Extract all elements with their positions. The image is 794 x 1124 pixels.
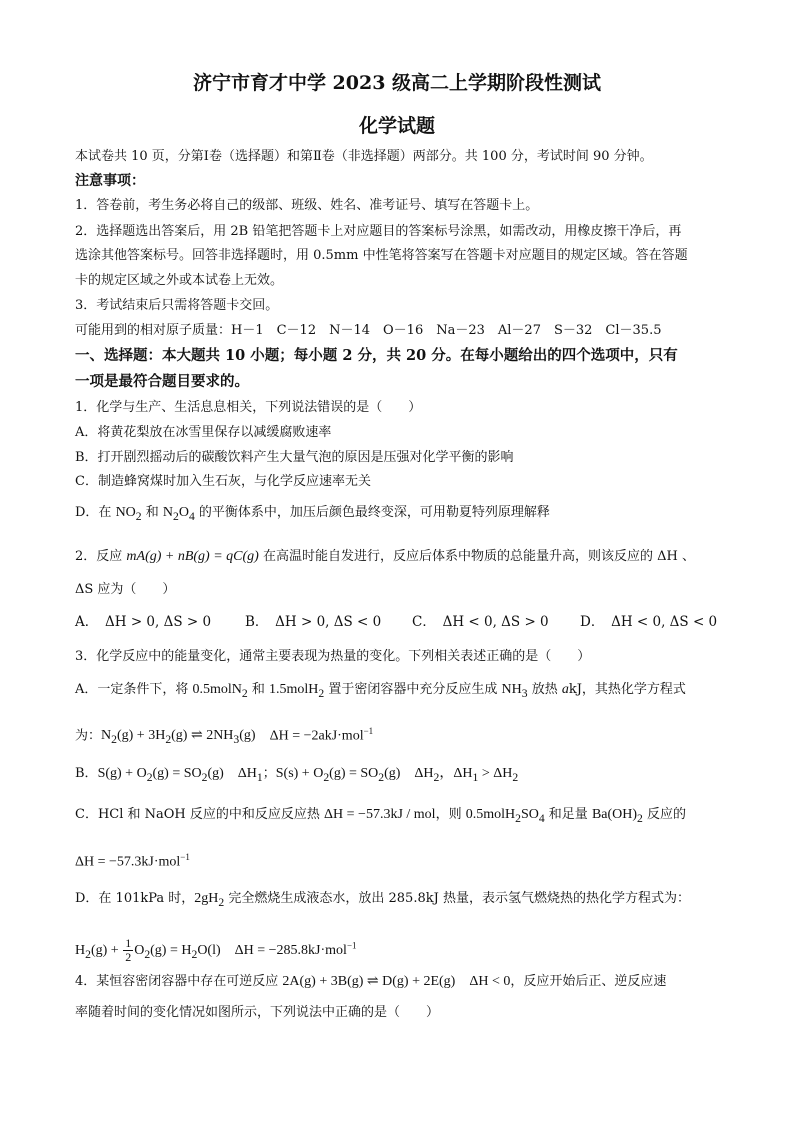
q2-suffix: 在高温时能自发进行，反应后体系中物质的总能量升高，则该反应的 ΔH 、 — [258, 549, 695, 564]
q4-equation: 2A(g) + 3B(g) ⇌ D(g) + 2E(g) ΔH < 0 — [282, 974, 511, 989]
q2-equation: mA(g) + nB(g) = qC(g) — [126, 549, 259, 564]
note-3: 3．考试结束后只需将答题卡交回。 — [75, 298, 279, 313]
q3-c-mid: ，则 — [435, 807, 466, 822]
hydrogen-mass: $2gH_2$ — [194, 891, 225, 909]
q2-option-b: B． ΔH > 0, ΔS < 0 — [245, 614, 382, 630]
atomic-masses: 可能用到的相对原子质量：H－1 C－12 N－14 O－16 Na－23 Al－27 S－32 Cl－35.5 — [75, 323, 662, 338]
q3-c-dh-2: ΔH = −57.3kJ·mol — [75, 854, 181, 870]
section-heading-line-1: 一、选择题：本大题共 10 小题；每小题 2 分，共 20 分。在每小题给出的四个选项中，只有 — [75, 347, 678, 364]
q3-b-compare: ，$\Delta H_1 > \Delta H_2$ — [439, 766, 519, 784]
q3-a-prefix: A．一定条件下，将 — [75, 682, 193, 697]
q1-stem: 1．化学与生产、生活息息相关，下列说法错误的是（ ） — [75, 400, 422, 415]
page-subtitle: 化学试题 — [358, 115, 435, 137]
q3-option-d-equation — [75, 930, 357, 969]
ammonia-synthesis-equation: $N_2(g) + 3H_2(g)$ ⇌ $2NH_3(g)$ — [101, 728, 270, 747]
note-2-line-1: 2．选择题选出答案后，用 2B 铅笔把答题卡上对应题目的答案标号涂黑，如需改动，用橡皮擦干净后，再 — [75, 224, 682, 239]
q3-option-c — [75, 806, 686, 828]
half-fraction: $\frac{1}{2}$ — [125, 935, 132, 964]
q3-a-post: 放热 — [527, 682, 562, 697]
heat-variable: a — [561, 682, 569, 697]
q3-option-b — [75, 765, 518, 787]
q2-stem — [75, 548, 695, 566]
q1-d-mid: 和 — [141, 505, 163, 520]
section-heading-line-2: 一项是最符合题目要求的。 — [75, 373, 249, 390]
q3-a-mid2: 置于密闭容器中充分反应生成 — [324, 682, 502, 697]
q1-option-b: B．打开剧烈摇动后的碳酸饮料产生大量气泡的原因是压强对化学平衡的影响 — [75, 450, 514, 465]
q3-stem: 3．化学反应中的能量变化，通常主要表现为热量的变化。下列相关表述正确的是（ ） — [75, 649, 591, 664]
hydrogen-combustion-equation: $H_2(g)$ + $\frac{1}{2}$ $O_2(g) = H_2O(l)$ ΔH = −285.8kJ·mol$^{-1}$ — [75, 935, 357, 964]
barium-hydroxide-formula: $Ba(OH)_2$ — [591, 807, 643, 825]
n2o4-formula: $N_2O_4$ — [162, 505, 195, 523]
q2-option-c: C． ΔH < 0, ΔS > 0 — [412, 614, 549, 630]
q3-b-eq1: $S(g) + O_2(g) = SO_2(g)$ $\Delta H_1$ — [97, 766, 263, 784]
q2-option-a: A． ΔH > 0, ΔS > 0 — [75, 614, 212, 630]
q3-d-post: 完全燃烧生成液态水，放出 285.8kJ 热量，表示氢气燃烧热的热化学方程式为： — [224, 891, 690, 906]
q3-a-dh: ΔH = −2akJ·mol — [269, 728, 364, 744]
q2-option-d: D． ΔH < 0, ΔS < 0 — [580, 614, 718, 630]
no2-formula: $NO_2$ — [115, 505, 142, 523]
note-2-line-2: 选涂其他答案标号。回答非选择题时，用 0.5mm 中性笔将答案写在答题卡对应题目的规定区域。答在答题 — [75, 248, 688, 263]
nh3-formula: $NH_3$ — [501, 682, 528, 700]
q1-option-d — [75, 504, 550, 526]
q3-c-dh: ΔH = −57.3kJ / mol — [324, 807, 436, 822]
q3-option-a-equation — [75, 722, 373, 749]
note-1: 1．答卷前，考生务必将自己的级部、班级、姓名、准考证号、填写在答题卡上。 — [75, 198, 539, 213]
q3-c-prefix: C．HCl 和 NaOH 反应的中和反应反应热 — [75, 807, 325, 822]
q3-b-label: B． — [75, 766, 98, 781]
q3-d-prefix: D．在 101kPa 时， — [75, 891, 195, 906]
page-title: 济宁市育才中学 2023 级高二上学期阶段性测试 — [192, 72, 602, 94]
q4-stem — [75, 973, 666, 991]
h2-amount: 1.5molH$_2$ — [269, 682, 325, 700]
q4-suffix: ，反应开始后正、逆反应速 — [510, 974, 667, 989]
q2-stem-line-2: ΔS 应为（ ） — [75, 582, 176, 597]
q3-option-d — [75, 890, 690, 912]
q1-d-prefix: D．在 — [75, 505, 116, 520]
q3-a-tail: ，其热化学方程式 — [581, 682, 686, 697]
q3-a-line2-prefix: 为： — [75, 728, 102, 744]
q1-option-c: C．制造蜂窝煤时加入生石灰，与化学反应速率无关 — [75, 474, 371, 489]
q3-c-post: 反应的 — [642, 807, 687, 822]
q3-b-sep: ； — [262, 766, 276, 781]
note-2-line-3: 卡的规定区域之外或本试卷上无效。 — [75, 273, 284, 288]
q3-c-mid2: 和足量 — [544, 807, 592, 822]
q3-a-exp: −1 — [363, 726, 374, 736]
q4-prefix: 4．某恒容密闭容器中存在可逆反应 — [75, 974, 283, 989]
q3-b-eq2: $S(s) + O_2(g) = SO_2(g)$ $\Delta H_2$ — [275, 766, 440, 784]
q4-stem-line-2: 率随着时间的变化情况如图所示，下列说法中正确的是（ ） — [75, 1005, 440, 1020]
sulfuric-acid-amount: $0.5molH_2SO_4$ — [465, 807, 545, 825]
q3-c-exp: −1 — [180, 852, 190, 862]
q3-a-mid: 和 — [247, 682, 270, 697]
intro-text: 本试卷共 10 页，分第Ⅰ卷（选择题）和第Ⅱ卷（非选择题）两部分。共 100 分，考试时间 90 分钟。 — [75, 149, 653, 164]
q2-prefix: 2．反应 — [75, 549, 127, 564]
q1-option-a: A．将黄花梨放在冰雪里保存以减缓腐败速率 — [75, 425, 332, 440]
q3-option-c-line-2 — [75, 848, 190, 871]
q1-d-suffix: 的平衡体系中，加压后颜色最终变深，可用勒夏特列原理解释 — [194, 505, 550, 520]
notes-heading: 注意事项： — [75, 173, 145, 189]
q3-option-a: A．一定条件下，将 0.5molN$_2$ 和 1.5molH$_2$ 置于密闭容器中充分反应生成 $NH_3$ 放热 akJ，其热化学方程式 — [75, 682, 686, 700]
n2-amount: 0.5molN$_2$ — [192, 682, 248, 700]
